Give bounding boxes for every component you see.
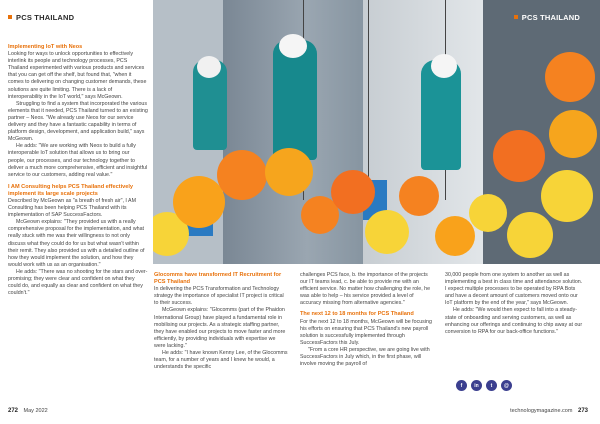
paragraph: McGeown explains: "They provided us with a really comprehensive proposal for the implementation, and what really stuck with me was their willingness to not only discuss what they could do for us but what wasn't within their remit. They also provided us with a detailed outline of how they would implement the solution, and how they would work with us as an organisation." — [8, 219, 145, 268]
decor-circle — [507, 212, 553, 258]
decor-circle — [365, 210, 409, 254]
paragraph: "From a core HR perspective, we are going live with SuccessFactors in July which, in the first phase, will involve moving the payroll of — [300, 346, 430, 368]
paragraph: In delivering the PCS Transformation and Technology strategy the importance of specialist IT project is critical to their success. — [154, 286, 284, 307]
worker-center — [273, 40, 317, 160]
section-label-right: PCS THAILAND — [514, 13, 580, 22]
facebook-icon[interactable]: f — [456, 380, 467, 391]
page-number-right: 273 — [577, 408, 588, 414]
decor-circle — [545, 52, 595, 102]
rope — [368, 0, 369, 180]
paragraph: 30,000 people from one system to another as well as implementing a best in class time and attendance solution. I expect multiple processes to be operated by RPA Bots and have a decent amount of customers moved onto our IoT platform by the end of the year," says McGeown. — [445, 272, 583, 307]
subheading-glocomms: Glocomms have transformed IT Recruitment for PCS Thailand — [154, 272, 282, 286]
paragraph: challenges PCS face, b. the importance of the projects our IT teams lead, c. be able to provide me with an efficient service. No matter how challenging the role, he was able to help – his service provided a level of accuracy missing from alternative agencies." — [300, 272, 431, 307]
footer-left — [8, 408, 48, 414]
decor-circle — [549, 110, 597, 158]
decor-circle — [469, 194, 507, 232]
paragraph: He adds: "I have known Kenny Lee, of the Glocomms team, for a number of years and I knew he would, a understands the specific — [154, 350, 288, 371]
decor-circle — [173, 176, 225, 228]
column-1 — [8, 44, 148, 297]
social-icons — [456, 380, 512, 391]
helmet-center — [279, 34, 307, 58]
column-3 — [300, 272, 434, 368]
page-number-left: 272 — [8, 408, 19, 414]
twitter-icon[interactable]: t — [486, 380, 497, 391]
section-label-left: PCS THAILAND — [8, 13, 74, 22]
subheading-iam-consulting: I AM Consulting helps PCS Thailand effectively implement its large scale projects — [8, 183, 134, 197]
window-cleaners-photo — [153, 0, 600, 264]
paragraph: McGeown explains: "Glocomms (part of the Phaidon International Group) have played a fundamental role in mobilising our projects. As a strategic staffing partner, they have enabled our projects to move faster and more efficiently, by providing individuals with expertise we were lacking." — [154, 307, 286, 349]
decor-circle — [217, 150, 267, 200]
paragraph: Described by McGeown as "a breath of fresh air", I AM Consulting has been helping PCS Thailand with its implementation of SAP SuccessFactors. — [8, 197, 136, 219]
paragraph: For the next 12 to 18 months, McGeown will be focusing his efforts on ensuring that PCS Thailand's new payroll solution is successfully implemented through SuccessFactors this July. — [300, 318, 432, 346]
decor-circle — [331, 170, 375, 214]
column-2 — [154, 272, 288, 371]
issue-date: May 2022 — [23, 408, 48, 414]
decor-circle — [493, 130, 545, 182]
website[interactable]: technologymagazine.com — [510, 408, 573, 414]
subheading-next-months: The next 12 to 18 months for PCS Thailand — [300, 311, 414, 318]
linkedin-icon[interactable]: in — [471, 380, 482, 391]
column-4 — [445, 272, 585, 336]
helmet-left — [197, 56, 221, 78]
footer-right — [510, 408, 588, 414]
decor-circle — [541, 170, 593, 222]
paragraph: Looking for ways to unlock opportunities to effectively interlink its people and technology processes, PCS Thailand experimented with various products and services that you can get off the shelf, but found that, "when it comes to delivering on changing customer demands, these solutions are quite limiting. There is a lack of interoperability in the IoT world," says McGeown. — [8, 51, 147, 100]
paragraph: Struggling to find a system that incorporated the various elements that it needed, PCS Thailand turned to an existing partner – Neos. "We already use Neos for our service delivery and they have a fantastic capability in terms of platform design, development, and application build," says McGeown. — [8, 100, 148, 143]
decor-circle — [399, 176, 439, 216]
helmet-right — [431, 54, 457, 78]
paragraph: He adds: "We would then expect to fall into a steady-state of onboarding and serving customers, as well as enhancing our offerings and continuing to chip away at our conversion to RPA for our back-office functions." — [445, 307, 583, 335]
decor-circle — [265, 148, 313, 196]
decor-circle — [435, 216, 475, 256]
paragraph: He adds: "There was no shooting for the stars and over-promising; they were clear and confident on what they could do, and equally as clear and confident on what they couldn't." — [8, 268, 148, 297]
subheading-iot-neos: Implementing IoT with Neos — [8, 44, 83, 50]
email-icon[interactable]: @ — [501, 380, 512, 391]
paragraph: He adds: "We are working with Neos to build a fully interoperable IoT solution that allows us to bring our people, our processes, and our technology together to deliver a much more comprehensive, efficient and insightful service to our customers, adding real value." — [8, 143, 148, 178]
